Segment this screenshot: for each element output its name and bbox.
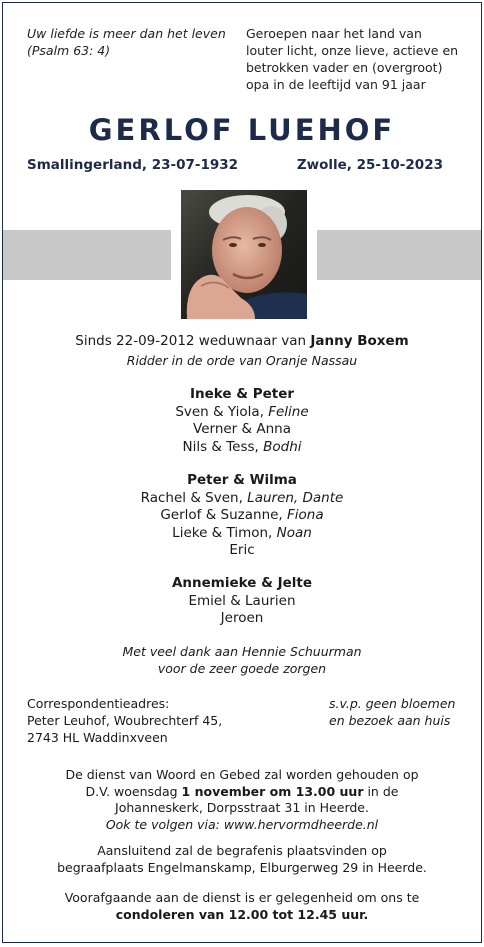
condolence-time: condoleren van 12.00 tot 12.45 uur. xyxy=(115,906,369,922)
portrait-illustration xyxy=(181,190,307,319)
service-line: Johanneskerk, Dorpsstraat 31 in Heerde. xyxy=(115,800,369,815)
verse-line: Uw liefde is meer dan het leven xyxy=(27,26,226,41)
intro-text xyxy=(246,25,471,93)
service-line: De dienst van Woord en Gebed zal worden gehouden op xyxy=(65,767,419,782)
family-line xyxy=(3,439,481,457)
service-line xyxy=(3,784,481,801)
family-line xyxy=(3,421,481,439)
flowers-line: s.v.p. geen bloemen xyxy=(329,696,456,711)
service-line-post: in de xyxy=(363,783,399,799)
thanks-note xyxy=(3,643,481,677)
verse-reference: (Psalm 63: 4) xyxy=(27,43,111,58)
family-names: Lieke & Timon, xyxy=(172,524,277,541)
family-group xyxy=(3,575,481,628)
service-time: 1 november om 13.00 uur xyxy=(181,783,364,799)
correspondence-street: Peter Leuhof, Woubrechterf 45, xyxy=(27,713,223,728)
family-names: Jeroen xyxy=(220,610,264,626)
widower-prefix: Sinds 22-09-2012 weduwnaar van xyxy=(75,333,311,349)
flowers-note xyxy=(329,695,455,729)
condolence-info xyxy=(3,890,481,923)
family-head: Annemieke & Jelte xyxy=(171,575,313,591)
family-names: Rachel & Sven, xyxy=(140,489,248,506)
family-names: Verner & Anna xyxy=(193,421,291,437)
correspondence-city: 2743 HL Waddinxveen xyxy=(27,730,168,745)
family-kids: Noan xyxy=(276,524,312,541)
family-names: Sven & Yiola, xyxy=(175,403,269,420)
family-line xyxy=(3,490,481,508)
family-kids: Fiona xyxy=(287,507,324,523)
intro-line: opa in de leeftijd van 91 jaar xyxy=(246,77,426,92)
obituary-card xyxy=(2,2,482,943)
burial-line: Aansluitend zal de begrafenis plaatsvinden op xyxy=(97,843,387,858)
service-info xyxy=(3,767,481,833)
condolence-line: Voorafgaande aan de dienst is er gelegenheid om ons te xyxy=(64,890,420,905)
intro-line: Geroepen naar het land van xyxy=(246,26,422,41)
portrait-photo xyxy=(181,190,307,319)
family-kids: Feline xyxy=(268,403,309,420)
bible-verse xyxy=(27,25,237,59)
correspondence-address xyxy=(27,695,222,746)
family-line xyxy=(3,610,481,628)
intro-line: betrokken vader en (overgroot) xyxy=(246,60,443,75)
family-line xyxy=(3,507,481,525)
burial-line: begraafplaats Engelmanskamp, Elburgerweg 29 in Heerde. xyxy=(57,859,427,875)
intro-line: louter licht, onze lieve, actieve en xyxy=(246,43,459,58)
family-kids: Lauren, Dante xyxy=(247,489,344,506)
family-names: Gerlof & Suzanne, xyxy=(160,507,288,523)
service-stream-line: Ook te volgen via: www.hervormdheerde.nl xyxy=(105,816,379,832)
family-line xyxy=(3,525,481,543)
flowers-line: en bezoek aan huis xyxy=(329,713,451,728)
thanks-line: voor de zeer goede zorgen xyxy=(157,661,327,676)
death-place-date: Zwolle, 25-10-2023 xyxy=(296,157,443,173)
decorative-band-left xyxy=(3,230,171,280)
family-kids: Bodhi xyxy=(263,438,302,455)
thanks-line: Met veel dank aan Hennie Schuurman xyxy=(122,644,362,659)
family-group xyxy=(3,472,481,560)
family-line xyxy=(3,404,481,422)
family-head: Ineke & Peter xyxy=(189,386,295,402)
widower-line xyxy=(3,333,481,351)
deceased-name: GERLOF LUEHOF xyxy=(88,113,396,147)
correspondence-label: Correspondentieadres: xyxy=(27,696,170,711)
family-names: Eric xyxy=(229,542,255,558)
spouse-name: Janny Boxem xyxy=(310,333,409,349)
family-head: Peter & Wilma xyxy=(187,472,297,488)
decorative-band-right xyxy=(317,230,481,280)
birth-place-date: Smallingerland, 23-07-1932 xyxy=(27,157,239,173)
family-group xyxy=(3,386,481,456)
family-names: Emiel & Laurien xyxy=(188,592,296,609)
burial-info xyxy=(3,843,481,876)
honor-line: Ridder in de orde van Oranje Nassau xyxy=(126,353,358,368)
family-names: Nils & Tess, xyxy=(182,438,264,455)
family-line xyxy=(3,593,481,611)
family-line xyxy=(3,542,481,560)
service-line-pre: D.V. woensdag xyxy=(85,783,182,799)
